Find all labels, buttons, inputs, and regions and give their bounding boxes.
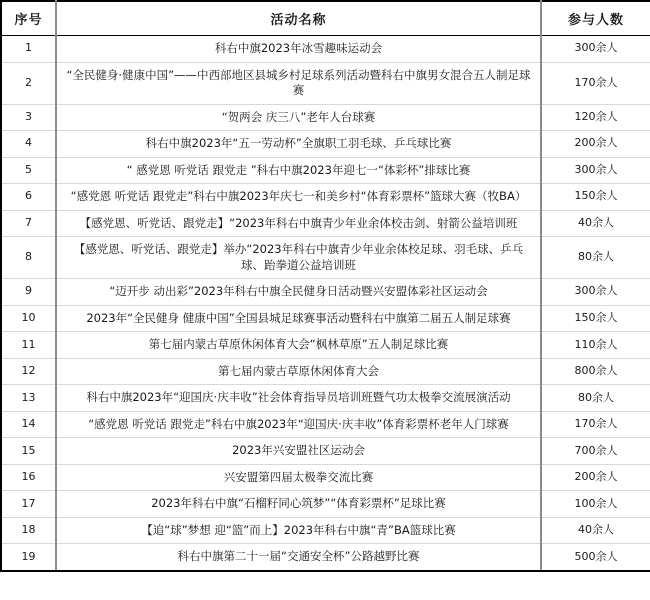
cell-activity-name: “全民健身·健康中国”——中西部地区县城乡村足球系列活动暨科右中旗男女混合五人制足球赛 [56, 62, 541, 104]
cell-index: 5 [1, 157, 56, 184]
cell-index: 1 [1, 36, 56, 63]
cell-activity-name: 科右中旗2023年“五一劳动杯”全旗职工羽毛球、乒乓球比赛 [56, 131, 541, 158]
cell-activity-name: 【追“球”梦想 迎“篮”而上】2023年科右中旗“青”BA篮球比赛 [56, 517, 541, 544]
cell-participant-count: 120余人 [541, 104, 650, 131]
cell-participant-count: 170余人 [541, 62, 650, 104]
cell-index: 7 [1, 210, 56, 237]
table-row [1, 544, 650, 571]
cell-activity-name: 2023年“全民健身 健康中国”全国县城足球赛事活动暨科右中旗第二届五人制足球赛 [56, 305, 541, 332]
table-row [1, 385, 650, 412]
table-row [1, 332, 650, 359]
cell-participant-count: 150余人 [541, 184, 650, 211]
cell-index: 11 [1, 332, 56, 359]
cell-index: 16 [1, 464, 56, 491]
cell-activity-name: 科右中旗2023年“迎国庆·庆丰收”社会体育指导员培训班暨气功太极拳交流展演活动 [56, 385, 541, 412]
cell-index: 13 [1, 385, 56, 412]
table-row [1, 210, 650, 237]
table-body [1, 36, 650, 571]
cell-activity-name: 第七届内蒙古草原休闲体育大会 [56, 358, 541, 385]
table-header-row [1, 1, 650, 36]
cell-participant-count: 80余人 [541, 237, 650, 279]
table-row [1, 358, 650, 385]
cell-index: 3 [1, 104, 56, 131]
column-header-name: 活动名称 [56, 1, 541, 36]
table-row [1, 438, 650, 465]
table-row [1, 464, 650, 491]
table-row [1, 517, 650, 544]
table-row [1, 104, 650, 131]
cell-index: 4 [1, 131, 56, 158]
cell-activity-name: 科右中旗2023年冰雪趣味运动会 [56, 36, 541, 63]
cell-index: 12 [1, 358, 56, 385]
cell-activity-name: 【感党恩、听党话、跟党走】“2023年科右中旗青少年业余体校击剑、射箭公益培训班 [56, 210, 541, 237]
cell-activity-name: 第七届内蒙古草原休闲体育大会“枫林草原”五人制足球比赛 [56, 332, 541, 359]
table-row [1, 305, 650, 332]
table-row [1, 411, 650, 438]
cell-index: 19 [1, 544, 56, 571]
cell-participant-count: 150余人 [541, 305, 650, 332]
cell-participant-count: 700余人 [541, 438, 650, 465]
column-header-count: 参与人数 [541, 1, 650, 36]
cell-index: 15 [1, 438, 56, 465]
cell-activity-name: 2023年科右中旗“石榴籽同心筑梦”“体育彩票杯”足球比赛 [56, 491, 541, 518]
cell-index: 14 [1, 411, 56, 438]
cell-activity-name: “贺两会 庆三八”老年人台球赛 [56, 104, 541, 131]
table-row [1, 279, 650, 306]
cell-participant-count: 200余人 [541, 464, 650, 491]
table-row [1, 491, 650, 518]
cell-participant-count: 200余人 [541, 131, 650, 158]
table-row [1, 131, 650, 158]
cell-participant-count: 300余人 [541, 157, 650, 184]
cell-activity-name: 科右中旗第二十一届“交通安全杯”公路越野比赛 [56, 544, 541, 571]
cell-participant-count: 80余人 [541, 385, 650, 412]
cell-index: 6 [1, 184, 56, 211]
cell-activity-name: 2023年兴安盟社区运动会 [56, 438, 541, 465]
cell-activity-name: 兴安盟第四届太极拳交流比赛 [56, 464, 541, 491]
cell-participant-count: 300余人 [541, 36, 650, 63]
cell-index: 10 [1, 305, 56, 332]
cell-index: 18 [1, 517, 56, 544]
table-row [1, 36, 650, 63]
table-row [1, 237, 650, 279]
cell-activity-name: “感党恩 听党话 跟党走”科右中旗2023年“迎国庆·庆丰收”体育彩票杯老年人门球赛 [56, 411, 541, 438]
table-row [1, 184, 650, 211]
cell-activity-name: “迈开步 动出彩”2023年科右中旗全民健身日活动暨兴安盟体彩社区运动会 [56, 279, 541, 306]
cell-activity-name: 【感党恩、听党话、跟党走】举办“2023年科右中旗青少年业余体校足球、羽毛球、乒乓球、跆拳道公益培训班 [56, 237, 541, 279]
cell-index: 9 [1, 279, 56, 306]
cell-index: 8 [1, 237, 56, 279]
cell-participant-count: 300余人 [541, 279, 650, 306]
cell-activity-name: “ 感党恩 听党话 跟党走 ”科右中旗2023年迎七一“体彩杯”排球比赛 [56, 157, 541, 184]
cell-participant-count: 100余人 [541, 491, 650, 518]
table-header [1, 1, 650, 36]
cell-participant-count: 110余人 [541, 332, 650, 359]
cell-participant-count: 500余人 [541, 544, 650, 571]
table-row [1, 157, 650, 184]
cell-participant-count: 40余人 [541, 517, 650, 544]
cell-index: 2 [1, 62, 56, 104]
cell-participant-count: 40余人 [541, 210, 650, 237]
cell-participant-count: 170余人 [541, 411, 650, 438]
cell-index: 17 [1, 491, 56, 518]
table-row [1, 62, 650, 104]
column-header-index: 序号 [1, 1, 56, 36]
cell-activity-name: “感党恩 听党话 跟党走”科右中旗2023年庆七一和美乡村“体育彩票杯”篮球大赛（牧BA） [56, 184, 541, 211]
cell-participant-count: 800余人 [541, 358, 650, 385]
